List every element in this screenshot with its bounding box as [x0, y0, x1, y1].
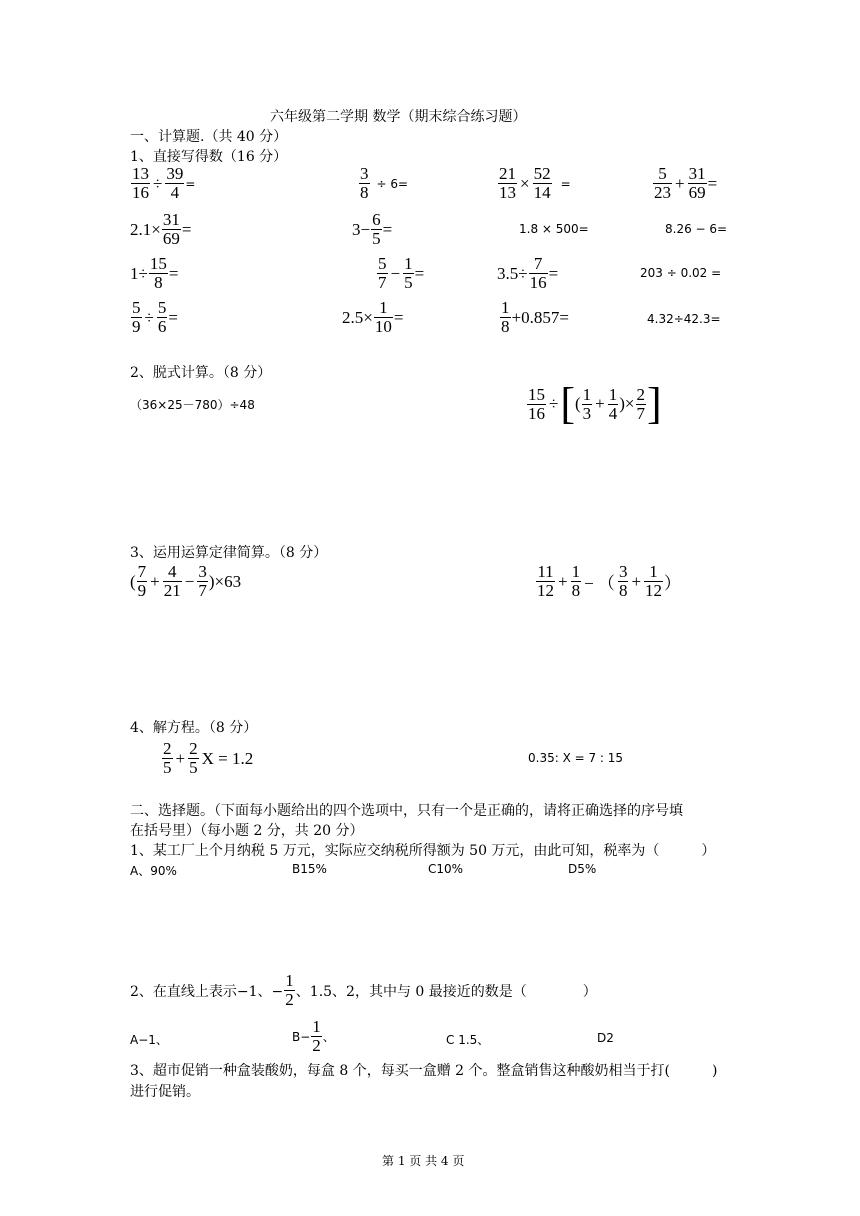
- choice-2-option-b: B− $\frac{1}{2}$ 、: [292, 1017, 335, 1055]
- choice-1-question: 1、某工厂上个月纳税 5 万元，实际应交纳税所得额为 50 万元，由此可知，税率为（ ）: [130, 843, 716, 859]
- question-3-heading: 3、运用运算定律简算。（8 分）: [130, 545, 328, 561]
- q1-item-d3: $\frac{1}{8}$ +0.857=: [501, 298, 569, 336]
- q4-item-right: 0.35: X = 7 : 15: [528, 751, 624, 765]
- choice-1-option-a: A、90%: [130, 864, 177, 878]
- question-2-heading: 2、脱式计算。（8 分）: [130, 365, 272, 381]
- choice-2-question: 2、在直线上表示−1、− $\frac{1}{2}$ 、1.5、2，其中与 0 最接近的数是（ ）: [130, 971, 597, 1009]
- q3-item-right: $\frac{11}{12}$ + $\frac{1}{8}$ − （ $\frac{3}{8}$ + $\frac{1}{12}$ ）: [537, 562, 682, 600]
- q3-item-left: ( $\frac{7}{9}$ + $\frac{4}{21}$ − $\frac{3}{7}$ )×63: [130, 562, 242, 600]
- choice-1-option-c: C10%: [428, 862, 464, 876]
- q1-item-c3: 3.5÷ $\frac{7}{16}$ =: [497, 254, 559, 292]
- choice-1-option-d: D5%: [568, 862, 597, 876]
- q2-item-right: $\frac{15}{16}$ ÷ [ ( $\frac{1}{3}$ + $\frac{1}{4}$ )× $\frac{2}{7}$ ]: [528, 379, 662, 428]
- question-1-heading: 1、直接写得数（16 分）: [130, 149, 288, 165]
- q1-item-a1: $\frac{13}{16}$ ÷ $\frac{39}{4}$ =: [132, 164, 196, 202]
- q1-item-c2: $\frac{5}{7}$ − $\frac{1}{5}$ =: [378, 254, 425, 292]
- section-2-heading-line1: 二、选择题。（下面每小题给出的四个选项中，只有一个是正确的，请将正确选择的序号填: [130, 803, 683, 819]
- choice-3-question-line2: 进行促销。: [130, 1084, 200, 1100]
- q1-item-c1: 1÷ $\frac{15}{8}$ =: [130, 254, 179, 292]
- q1-item-a3: $\frac{21}{13}$ × $\frac{52}{14}$ =: [499, 164, 571, 202]
- q1-item-d4: 4.32÷42.3=: [647, 312, 721, 326]
- page-footer: 第 1 页 共 4 页: [382, 1154, 465, 1168]
- q1-item-a2: $\frac{3}{8}$ ÷ 6=: [360, 164, 409, 202]
- section-1-heading: 一、计算题.（共 40 分）: [130, 129, 288, 145]
- q2-item-left: （36×25－780）÷48: [130, 398, 255, 412]
- q1-item-b1: 2.1× $\frac{31}{69}$ =: [130, 210, 192, 248]
- q1-item-b3: 1.8 × 500=: [519, 222, 589, 236]
- choice-2-option-c: C 1.5、: [446, 1033, 490, 1047]
- page-title: 六年级第二学期 数学（期末综合练习题）: [270, 109, 527, 125]
- section-2-heading-line2: 在括号里）（每小题 2 分，共 20 分）: [130, 823, 364, 839]
- q1-item-d2: 2.5× $\frac{1}{10}$ =: [342, 298, 404, 336]
- q1-item-a4: $\frac{5}{23}$ + $\frac{31}{69}$ =: [654, 164, 718, 202]
- choice-2-option-d: D2: [597, 1031, 614, 1045]
- q1-item-d1: $\frac{5}{9}$ ÷ $\frac{5}{6}$ =: [132, 298, 178, 336]
- choice-3-question-line1: 3、超市促销一种盒装酸奶，每盒 8 个，每买一盒赠 2 个。整盒销售这种酸奶相当于打( ): [130, 1063, 718, 1079]
- q1-item-b4: 8.26 − 6=: [665, 222, 728, 236]
- q1-item-b2: 3− $\frac{6}{5}$ =: [352, 210, 393, 248]
- choice-1-option-b: B15%: [292, 862, 327, 876]
- question-4-heading: 4、解方程。（8 分）: [130, 720, 258, 736]
- q4-item-left: $\frac{2}{5}$ + $\frac{2}{5}$ X = 1.2: [163, 739, 254, 777]
- choice-2-option-a: A−1、: [130, 1033, 168, 1047]
- q1-item-c4: 203 ÷ 0.02 =: [640, 266, 722, 280]
